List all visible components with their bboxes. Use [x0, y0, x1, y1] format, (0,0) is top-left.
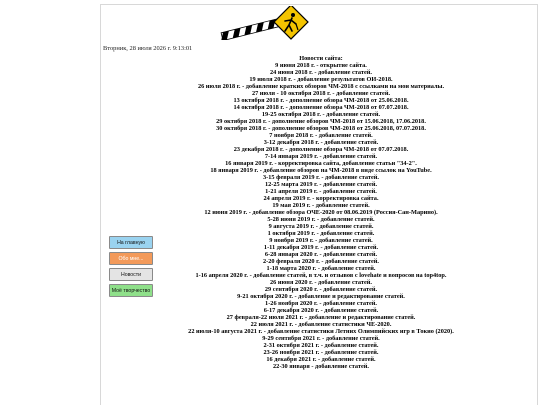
news-item: 23 декабря 2018 г. - дополнение обзора ЧМ-2018 от 07.07.2018. — [233, 146, 409, 153]
news-item: 19 мая 2019 г. - добавление статей. — [272, 202, 370, 209]
news-item: 1 октября 2019 г. - добавление статей. — [267, 230, 375, 237]
news-item: 22 июля-10 августа 2021 г. - добавление статистики Летних Олимпийских игр в Токио (2020). — [188, 328, 454, 335]
news-item: 5-28 июня 2019 г. - добавление статей. — [267, 216, 375, 223]
news-item: 19-25 октября 2018 г. - добавление статей. — [261, 111, 381, 118]
news-item: 9 ноября 2019 г. - добавление статей. — [269, 237, 373, 244]
news-item: 1-26 ноября 2020 г. - добавление статей. — [265, 300, 377, 307]
news-item: 19 июля 2018 г. - добавление результатов ОИ-2018. — [249, 76, 393, 83]
news-item: 13 октября 2018 г. - дополнение обзора ЧМ-2018 от 25.06.2018. — [233, 97, 409, 104]
news-item: 12 июня 2019 г. - добавление обзора ОЧЕ-2020 от 08.06.2019 (Россия-Сан-Марино). — [204, 209, 438, 216]
news-item: 26 июня 2020 г. - добавление статей. — [270, 279, 372, 286]
news-item: 22-30 января - добавление статей. — [273, 363, 369, 370]
news-item: 1-21 апреля 2019 г. - добавление статей. — [265, 188, 377, 195]
news-item: 29 октября 2018 г. - дополнение обзоров ЧМ-2018 от 15.06.2018, 17.06.2018. — [216, 118, 426, 125]
news-item: 27 июля - 10 октября 2018 г. - добавление статей. — [251, 90, 391, 97]
news-item: 24 апреля 2019 г. - корректировка сайта. — [263, 195, 379, 202]
news-item: 9-29 сентября 2021 г. - добавление статей. — [262, 335, 380, 342]
news-item: 3-15 февраля 2019 г. - добавление статей. — [263, 174, 379, 181]
news-item: 9-21 октября 2020 г. - добавление и редактирование статей. — [237, 293, 405, 300]
news-item: 1-16 апреля 2020 г. - добавление статей, в т.ч. и отзывов с lovehate и вопросов на top4top. — [195, 272, 447, 279]
news-item: 1-11 декабря 2019 г. - добавление статей. — [263, 244, 379, 251]
side-navigation — [109, 236, 153, 300]
nav-news-button[interactable]: Новости — [109, 268, 153, 281]
news-item: 9 августа 2019 г. - добавление статей. — [268, 223, 374, 230]
news-item: 22 июля 2021 г. - добавление статистики ЧЕ-2020. — [250, 321, 392, 328]
nav-creativity-button[interactable]: Моё творчество — [109, 284, 153, 297]
news-item: 2-31 октября 2021 г. - добавление статей. — [263, 342, 379, 349]
news-item: 2-20 февраля 2020 г. - добавление статей. — [263, 258, 379, 265]
news-item: 9 июня 2018 г. - открытие сайта. — [275, 62, 367, 69]
news-item: 30 октября 2018 г. - дополнение обзоров ЧМ-2018 от 25.06.2018, 07.07.2018. — [216, 125, 426, 132]
news-item: 1-18 марта 2020 г. - добавление статей. — [266, 265, 376, 272]
news-item: 6-28 января 2020 г. - добавление статей. — [264, 251, 378, 258]
news-item: 7 ноября 2018 г. - добавление статей. — [269, 132, 373, 139]
road-works-warning-sign-icon — [217, 6, 309, 40]
news-item: 29 сентября 2020 г. - добавление статей. — [264, 286, 378, 293]
news-item: 24 июня 2018 г. - добавление статей. — [270, 69, 372, 76]
news-item: 12-25 марта 2019 г. - добавление статей. — [264, 181, 378, 188]
news-item: 6-17 декабря 2020 г. - добавление статей. — [263, 307, 379, 314]
news-item: 26 июля 2018 г. - добавление кратких обзоров ЧМ-2018 с ссылками на мои материалы. — [197, 83, 445, 90]
news-item: 7-14 января 2019 г. - добавление статей. — [264, 153, 378, 160]
nav-home-button[interactable]: На главную — [109, 236, 153, 249]
news-item: 14 октября 2018 г. - дополнение обзора ЧМ-2018 от 07.07.2018. — [233, 104, 409, 111]
news-item: 16 декабря 2021 г. - добавление статей. — [266, 356, 376, 363]
news-item: 27 февраля-22 июля 2021 г. - добавление и редактирование статей. — [226, 314, 416, 321]
news-item: 23-26 ноября 2021 г. - добавление статей. — [263, 349, 379, 356]
news-item: 16 января 2019 г. - корректировка сайта, добавление статьи "34-2". — [225, 160, 417, 167]
nav-about-button[interactable]: Обо мне... — [109, 252, 153, 265]
current-datetime: Вторник, 28 июля 2026 г. 9:13:01 — [103, 45, 193, 52]
news-title: Новости сайта: — [299, 55, 343, 62]
news-item: 3-12 декабря 2018 г. - добавление статей. — [263, 139, 379, 146]
news-list — [104, 55, 538, 370]
news-item: 18 января 2019 г. - добавление обзоров на ЧМ-2018 в виде ссылок на YouTube. — [210, 167, 432, 174]
